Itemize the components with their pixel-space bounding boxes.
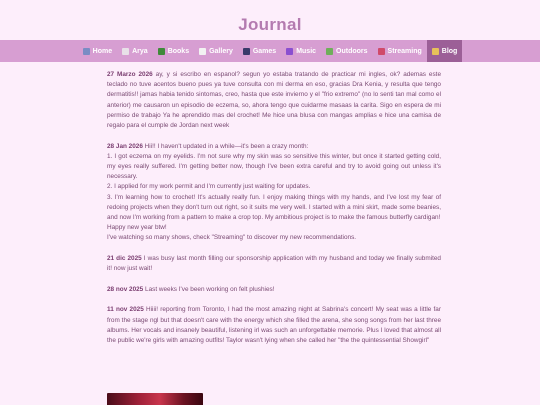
post-text: ay, y si escribo en espanol? segun yo estaba tratando de practicar mi ingles, ok? ademas este teclado no tuve acentos bueno pues ya tuve consulta con mi derma en eso, gracias Dra Kenia, y resulta que tengo dermatitis!! jamas habia tenido sintomas, creo, hasta que este invierno y el "frio extremo" (no lo senti tan mal como el anterior) me causaron un episodio de eczema, so, ahora tengo que cuidarme masaas la carita. Sigo en espera de mi permiso de trabajo Ya he aprendido mas del crochet! Me hice una blusa con mangas amplias e hice una camisa de regalo para el cumple de Jordan next week [107, 71, 442, 130]
post-date: 28 Jan 2026 [107, 142, 143, 150]
tree-icon [326, 48, 333, 55]
site-title: Journal [238, 15, 302, 34]
nav-home[interactable] [78, 40, 117, 62]
nav-gallery-label: Gallery [209, 47, 233, 55]
blog-post [107, 70, 441, 131]
concert-photo [107, 393, 203, 405]
nav-books-label: Books [167, 47, 190, 55]
post-line: 1. I got eczema on my eyelids. I'm not sure why my skin was so sensitive this winter, but once it started getting cold, my eyes really suffered. I'm getting better now, though I've been extra careful and try to avoid going out unless it's necessary. [107, 152, 441, 181]
headphones-icon [286, 48, 293, 55]
post-body [107, 254, 441, 274]
flower-icon [199, 48, 206, 55]
nav-music[interactable] [281, 40, 321, 62]
nav-gallery[interactable] [194, 40, 238, 62]
post-body [107, 305, 441, 346]
blog-post [107, 254, 441, 274]
post-text: Hiiii! reporting from Toronto, I had the most amazing night at Sabrina's concert! My seat was a little far from the stage ngl but that doesn't care with the energy which she filled the arena, she song songs from her last three albums. Her vocals and insanely beautiful, listening irl was such an unforgettable memorie. Plus I loved that almost all the public we're girls with amazing outfits! Taylor wasn't lying when she called her "the the quintessential Showgirl" [107, 306, 441, 345]
post-body [107, 285, 441, 295]
tv-icon [378, 48, 385, 55]
nav-arya[interactable] [117, 40, 153, 62]
nav-music-label: Music [296, 47, 317, 55]
pencil-icon [432, 48, 439, 55]
post-text: Last weeks I've been working on felt plushies! [145, 285, 275, 293]
books-icon [158, 48, 165, 55]
nav-books[interactable] [153, 40, 194, 62]
post-line: 3. I'm learning how to crochet! It's actually really fun. I enjoy making things with my hands, and I've lost my fear of redoing projects when they don't turn out right, so it suits me very well. I started with a mini skirt, made some beanies, and now I'm working from a pattern to make a crop top. My ambitious project is to make the famous butterfly cardigan! [107, 193, 441, 222]
post-body [107, 70, 441, 131]
post-date: 28 nov 2025 [107, 285, 144, 293]
dog-icon [122, 48, 129, 55]
nav-blog[interactable] [427, 40, 463, 62]
post-date: 11 nov 2025 [107, 306, 144, 314]
post-text: Hii!! I haven't updated in a while—it's been a crazy month: [144, 142, 309, 150]
post-line: I've watching so many shows, check "Streaming" to discover my new recommendations. [107, 234, 357, 242]
post-date: 27 Marzo 2026 [107, 71, 153, 78]
house-icon [83, 48, 90, 55]
blog-post [107, 142, 441, 244]
post-body [107, 142, 441, 152]
blog-content [107, 70, 441, 357]
post-line: Happy new year btw! [107, 224, 167, 232]
nav-home-label: Home [92, 47, 113, 55]
nav-streaming[interactable] [373, 40, 427, 62]
gamepad-icon [243, 48, 250, 55]
blog-post [107, 305, 441, 346]
nav-blog-label: Blog [441, 47, 458, 55]
blog-post [107, 285, 441, 295]
main-nav [0, 40, 540, 62]
site-header [0, 0, 540, 40]
nav-outdoors-label: Outdoors [336, 47, 368, 55]
post-date: 21 dic 2025 [107, 255, 142, 263]
nav-streaming-label: Streaming [387, 47, 422, 55]
post-text: I was busy last month filling our sponsorship application with my husband and today we finally submited it! now just wait! [107, 255, 441, 273]
post-line: 2. I applied for my work permit and I'm currently just waiting for updates. [107, 183, 311, 191]
nav-games[interactable] [238, 40, 281, 62]
nav-outdoors[interactable] [321, 40, 373, 62]
nav-games-label: Games [252, 47, 277, 55]
nav-arya-label: Arya [132, 47, 148, 55]
